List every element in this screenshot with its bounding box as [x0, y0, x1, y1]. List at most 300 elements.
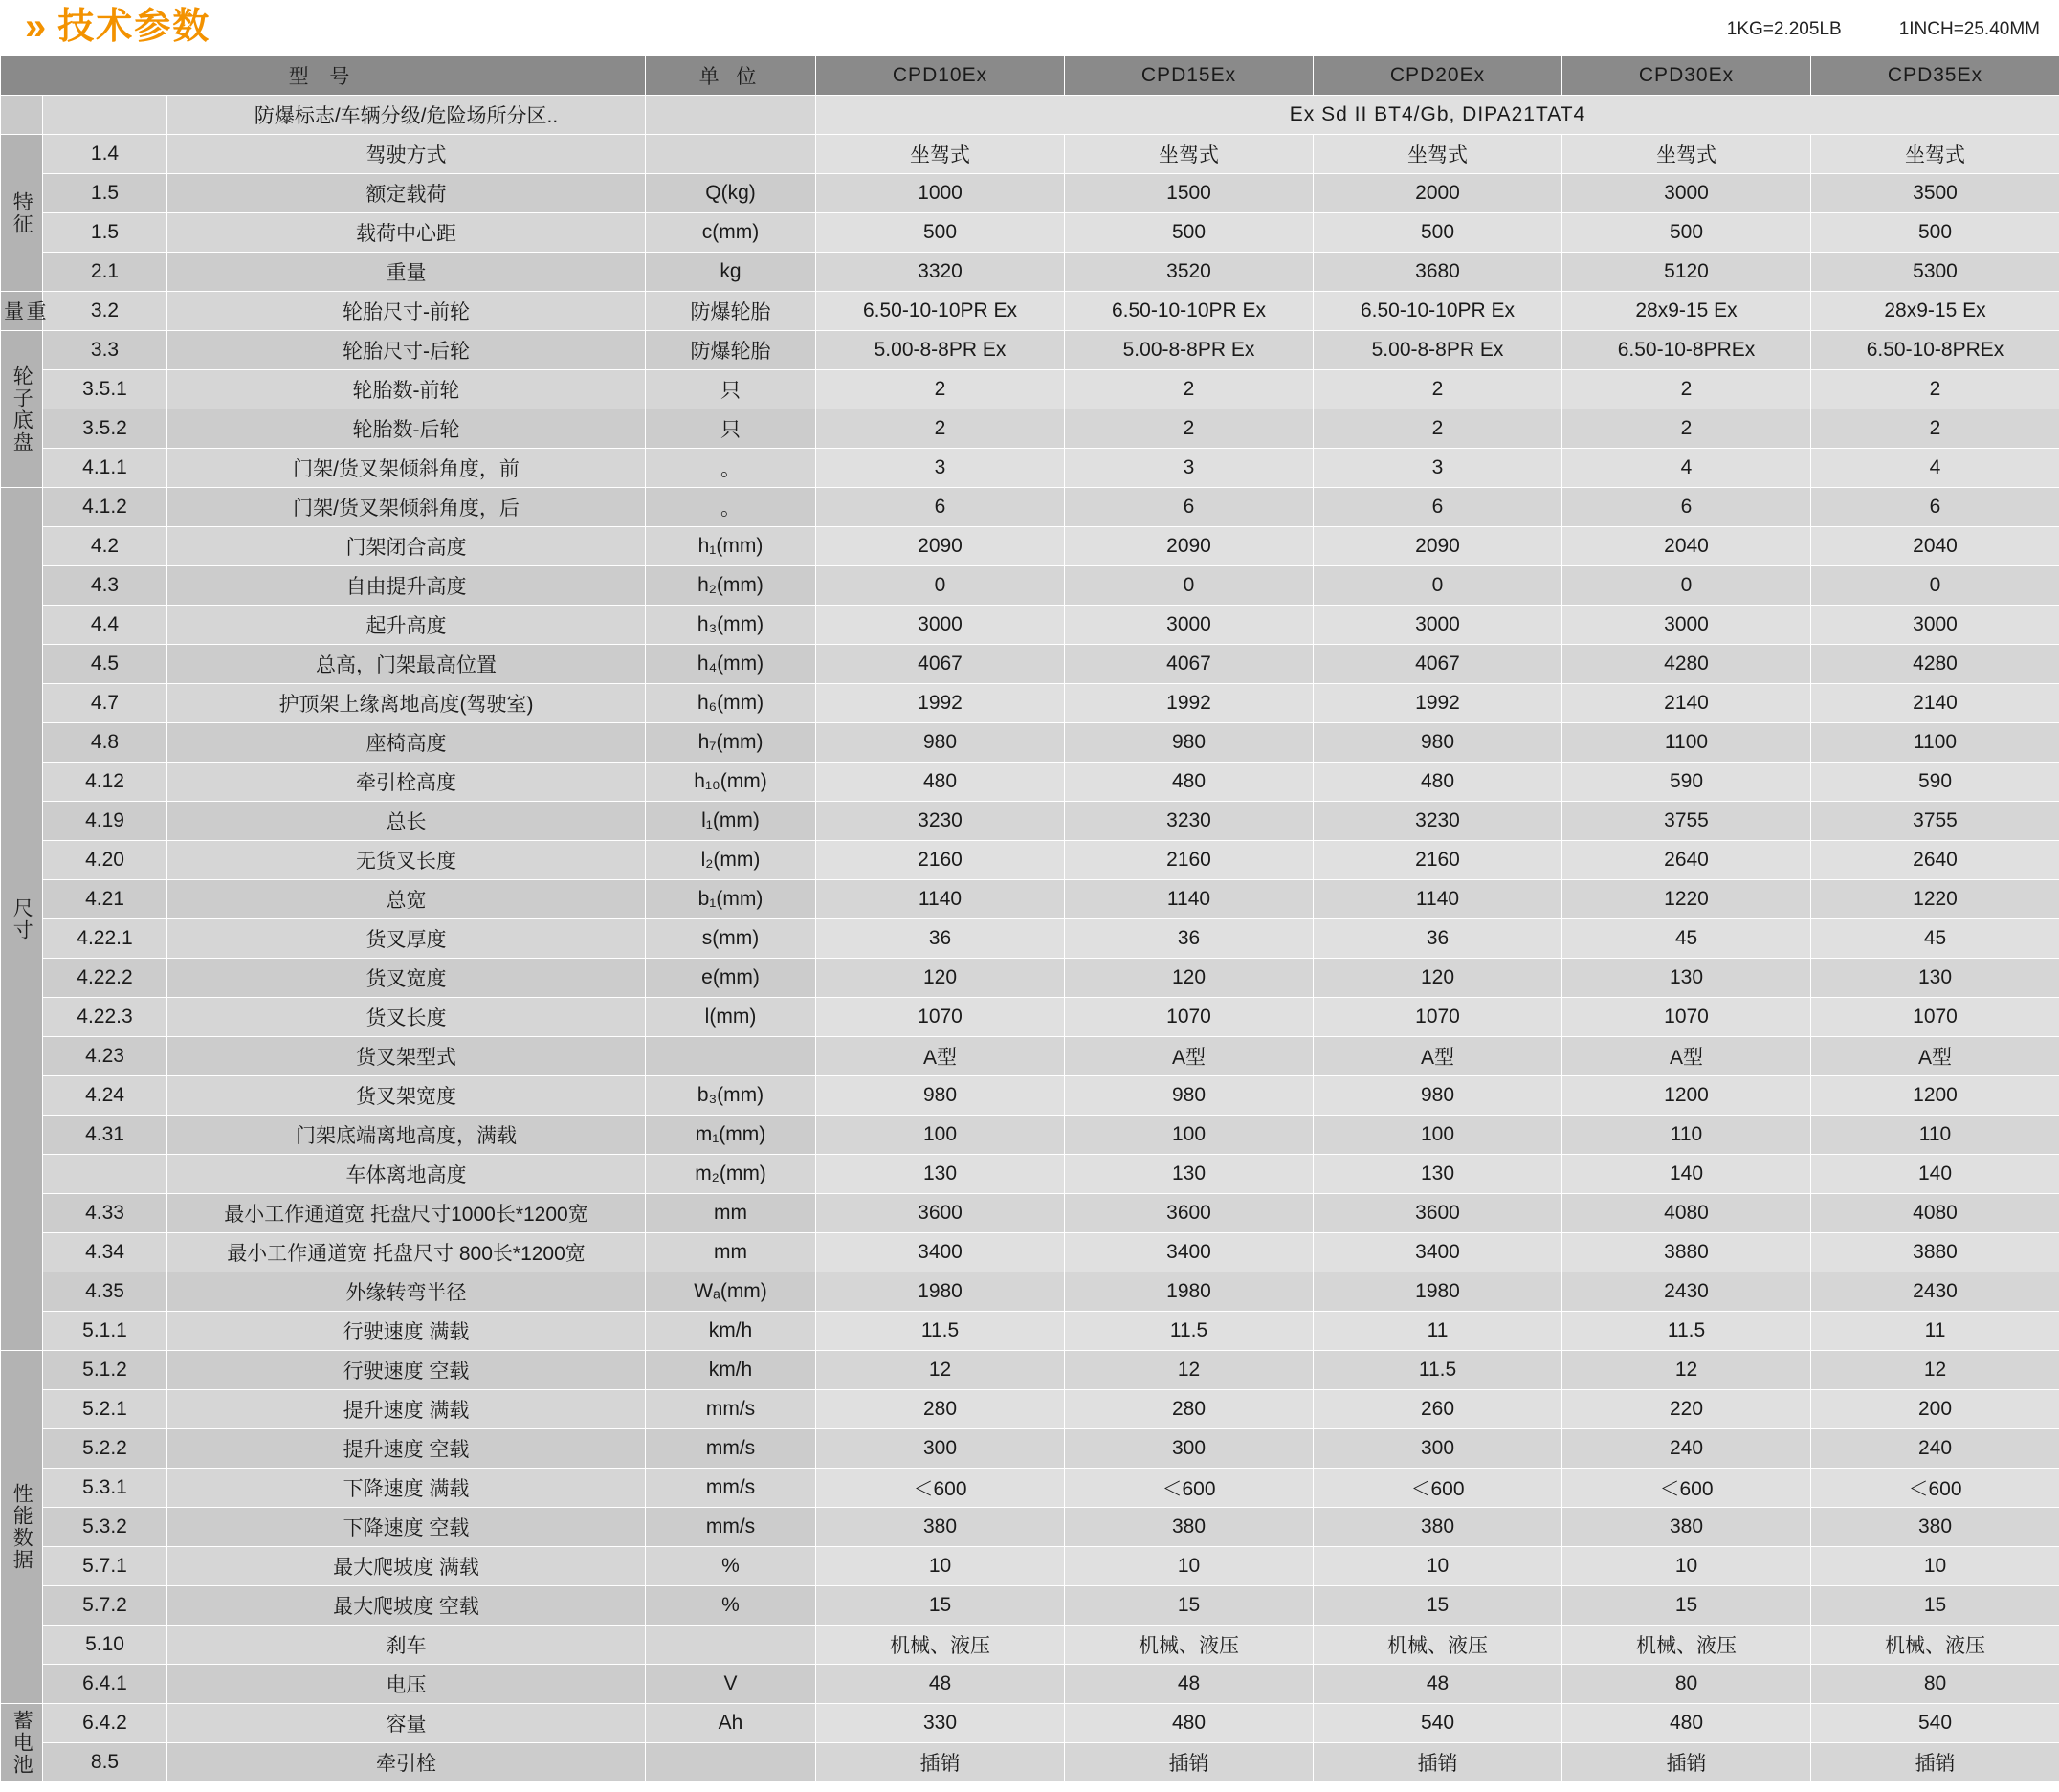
- row-value-3: 3600: [1314, 1194, 1562, 1233]
- row-unit: h₂(mm): [646, 566, 816, 606]
- row-value-2: 1070: [1065, 998, 1314, 1037]
- row-value-5: 12: [1811, 1351, 2059, 1390]
- row-value-4: 240: [1562, 1429, 1811, 1469]
- row-value-2: 3600: [1065, 1194, 1314, 1233]
- row-unit: m₂(mm): [646, 1155, 816, 1194]
- row-value-4: 140: [1562, 1155, 1811, 1194]
- row-value-3: 15: [1314, 1586, 1562, 1626]
- row-value-4: 11.5: [1562, 1312, 1811, 1351]
- row-unit: mm/s: [646, 1429, 816, 1469]
- row-value-4: 1200: [1562, 1076, 1811, 1116]
- row-value-5: 6: [1811, 488, 2059, 527]
- row-number: 4.22.2: [43, 959, 167, 998]
- row-name: 座椅高度: [167, 723, 646, 763]
- row-value-5: 3500: [1811, 174, 2059, 213]
- table-row: [1, 1626, 2059, 1665]
- row-name: 重量: [167, 253, 646, 292]
- row-name: 提升速度 空载: [167, 1429, 646, 1469]
- row-value-2: 130: [1065, 1155, 1314, 1194]
- row-value-2: 0: [1065, 566, 1314, 606]
- row-value-4: 5120: [1562, 253, 1811, 292]
- row-value-1: 120: [816, 959, 1065, 998]
- table-row: [1, 645, 2059, 684]
- row-value-3: 260: [1314, 1390, 1562, 1429]
- row-value-5: 2: [1811, 409, 2059, 449]
- row-value-4: 6.50-10-8PREx: [1562, 331, 1811, 370]
- row-unit: [646, 1037, 816, 1076]
- row-unit: h₇(mm): [646, 723, 816, 763]
- row-number: 4.8: [43, 723, 167, 763]
- row-value-1: 300: [816, 1429, 1065, 1469]
- row-value-2: 120: [1065, 959, 1314, 998]
- row-name: 轮胎尺寸-后轮: [167, 331, 646, 370]
- row-value-5: 0: [1811, 566, 2059, 606]
- row-name: 提升速度 满载: [167, 1390, 646, 1429]
- row-number: 4.31: [43, 1116, 167, 1155]
- row-value-1: ＜600: [816, 1469, 1065, 1508]
- row-value-4: 1100: [1562, 723, 1811, 763]
- row-value-4: 2640: [1562, 841, 1811, 880]
- row-unit: b₃(mm): [646, 1076, 816, 1116]
- row-name: 最小工作通道宽 托盘尺寸1000长*1200宽: [167, 1194, 646, 1233]
- table-row: [1, 1037, 2059, 1076]
- table-row: [1, 1665, 2059, 1704]
- row-value-2: 3000: [1065, 606, 1314, 645]
- row-value-4: 机械、液压: [1562, 1626, 1811, 1665]
- row-value-2: 12: [1065, 1351, 1314, 1390]
- row-unit: Ah: [646, 1704, 816, 1743]
- row-group-label-text: 特征: [11, 190, 33, 235]
- row-value-5: 1100: [1811, 723, 2059, 763]
- row-name: 护顶架上缘离地高度(驾驶室): [167, 684, 646, 723]
- row-value-4: 坐驾式: [1562, 135, 1811, 174]
- row-value-3: 300: [1314, 1429, 1562, 1469]
- row-value-4: 2040: [1562, 527, 1811, 566]
- row-value-2: 6: [1065, 488, 1314, 527]
- table-row: [1, 135, 2059, 174]
- document-header: [0, 0, 2059, 55]
- table-row: [1, 998, 2059, 1037]
- row-value-2: 300: [1065, 1429, 1314, 1469]
- row-name: 额定载荷: [167, 174, 646, 213]
- row-value-4: 4: [1562, 449, 1811, 488]
- table-row: [1, 1390, 2059, 1429]
- table-row: [1, 1233, 2059, 1272]
- row-value-3: 4067: [1314, 645, 1562, 684]
- row-group-label: [1, 1704, 43, 1782]
- row-unit: mm/s: [646, 1469, 816, 1508]
- row-value-5: 坐驾式: [1811, 135, 2059, 174]
- row-number: 5.3.2: [43, 1508, 167, 1547]
- row-value-5: 4280: [1811, 645, 2059, 684]
- row-value-1: 2160: [816, 841, 1065, 880]
- row-value-4: 500: [1562, 213, 1811, 253]
- row-value-4: 130: [1562, 959, 1811, 998]
- row-unit: V: [646, 1665, 816, 1704]
- table-row: [1, 292, 2059, 331]
- table-row: [1, 1155, 2059, 1194]
- row-value-2: 5.00-8-8PR Ex: [1065, 331, 1314, 370]
- row-value-3: 2: [1314, 370, 1562, 409]
- row-value-2: 980: [1065, 723, 1314, 763]
- row-value-2: 48: [1065, 1665, 1314, 1704]
- row-number: 3.3: [43, 331, 167, 370]
- row-number: 5.2.1: [43, 1390, 167, 1429]
- row-value-3: 48: [1314, 1665, 1562, 1704]
- row-name: 下降速度 空载: [167, 1508, 646, 1547]
- row-value-2: 36: [1065, 919, 1314, 959]
- row-value-3: 11.5: [1314, 1351, 1562, 1390]
- row-value-1: 500: [816, 213, 1065, 253]
- row-value-2: 3: [1065, 449, 1314, 488]
- row-value-3: 0: [1314, 566, 1562, 606]
- column-header-unit: 单 位: [646, 56, 816, 96]
- row-value-2: 1992: [1065, 684, 1314, 723]
- row-unit: b₁(mm): [646, 880, 816, 919]
- row-value-5: 540: [1811, 1704, 2059, 1743]
- row-unit: h₄(mm): [646, 645, 816, 684]
- row-unit: 防爆轮胎: [646, 292, 816, 331]
- row-value-3: 坐驾式: [1314, 135, 1562, 174]
- row-value-4: 15: [1562, 1586, 1811, 1626]
- row-group-label: [1, 1351, 43, 1704]
- row-value-2: 2: [1065, 370, 1314, 409]
- row-value-1: 2: [816, 370, 1065, 409]
- row-name: 门架闭合高度: [167, 527, 646, 566]
- row-unit: l(mm): [646, 998, 816, 1037]
- table-row: [1, 1116, 2059, 1155]
- unit-note-inch: 1INCH=25.40MM: [1898, 19, 2040, 39]
- row-number: 4.23: [43, 1037, 167, 1076]
- table-row: [1, 763, 2059, 802]
- row-unit: h₁(mm): [646, 527, 816, 566]
- row-value-5: 4080: [1811, 1194, 2059, 1233]
- row-value-1: 3230: [816, 802, 1065, 841]
- row-value-5: 3755: [1811, 802, 2059, 841]
- row-group-label: [1, 135, 43, 292]
- table-row: [1, 1351, 2059, 1390]
- row-value-4: 110: [1562, 1116, 1811, 1155]
- row-name: 载荷中心距: [167, 213, 646, 253]
- row-name: 轮胎尺寸-前轮: [167, 292, 646, 331]
- row-value-5: 590: [1811, 763, 2059, 802]
- row-value-2: 1980: [1065, 1272, 1314, 1312]
- row-value-5: 500: [1811, 213, 2059, 253]
- row-value-1: 330: [816, 1704, 1065, 1743]
- table-row: [1, 449, 2059, 488]
- row-value-2: 980: [1065, 1076, 1314, 1116]
- row-group-label: [1, 488, 43, 1351]
- row-value-5: 2040: [1811, 527, 2059, 566]
- row-number: 5.1.1: [43, 1312, 167, 1351]
- row-number: 3.5.2: [43, 409, 167, 449]
- row-value-2: 3520: [1065, 253, 1314, 292]
- row-value-1: 0: [816, 566, 1065, 606]
- row-value-5: 2140: [1811, 684, 2059, 723]
- row-value-2: 11.5: [1065, 1312, 1314, 1351]
- row-value-2: 2090: [1065, 527, 1314, 566]
- row-value-4: 10: [1562, 1547, 1811, 1586]
- row-value-3: 2090: [1314, 527, 1562, 566]
- row-value-4: 6: [1562, 488, 1811, 527]
- row-value-5: 1070: [1811, 998, 2059, 1037]
- row-unit: mm: [646, 1194, 816, 1233]
- row-group-label: [1, 331, 43, 488]
- chevron-right-icon: »: [25, 6, 41, 48]
- row-number: 3.2: [43, 292, 167, 331]
- row-number: 4.20: [43, 841, 167, 880]
- row-value-4: 1220: [1562, 880, 1811, 919]
- table-row: [1, 841, 2059, 880]
- row-unit: 防爆轮胎: [646, 331, 816, 370]
- row-value-4: 0: [1562, 566, 1811, 606]
- row-unit: 。: [646, 449, 816, 488]
- table-row: [1, 1272, 2059, 1312]
- row-value-2: 机械、液压: [1065, 1626, 1314, 1665]
- row-value-5: 2640: [1811, 841, 2059, 880]
- row-name: 货叉长度: [167, 998, 646, 1037]
- row-unit: mm/s: [646, 1390, 816, 1429]
- row-value-5: 200: [1811, 1390, 2059, 1429]
- column-header-cpd20ex: CPD20Ex: [1314, 56, 1562, 96]
- row-number: 1.5: [43, 174, 167, 213]
- table-row: [1, 606, 2059, 645]
- row-name: 行驶速度 满载: [167, 1312, 646, 1351]
- row-value-2: 3230: [1065, 802, 1314, 841]
- row-value-4: 80: [1562, 1665, 1811, 1704]
- row-value-4: 28x9-15 Ex: [1562, 292, 1811, 331]
- row-value-5: 380: [1811, 1508, 2059, 1547]
- row-unit: %: [646, 1547, 816, 1586]
- row-value-1: 280: [816, 1390, 1065, 1429]
- table-row: [1, 253, 2059, 292]
- row-value-1: 480: [816, 763, 1065, 802]
- row-value-1: 1992: [816, 684, 1065, 723]
- row-value-2: 480: [1065, 763, 1314, 802]
- row-number: 4.1.1: [43, 449, 167, 488]
- row-value-4: 480: [1562, 1704, 1811, 1743]
- row-unit: h₃(mm): [646, 606, 816, 645]
- row-number: 4.22.3: [43, 998, 167, 1037]
- row-name: 容量: [167, 1704, 646, 1743]
- row-number: 4.22.1: [43, 919, 167, 959]
- row-value-3: 100: [1314, 1116, 1562, 1155]
- row-value-5: 机械、液压: [1811, 1626, 2059, 1665]
- row-value-2: 2160: [1065, 841, 1314, 880]
- row-value-5: 45: [1811, 919, 2059, 959]
- row-value-4: 2140: [1562, 684, 1811, 723]
- row-number: 4.3: [43, 566, 167, 606]
- table-row: [1, 1547, 2059, 1586]
- row-value-3: 980: [1314, 723, 1562, 763]
- row-name: 货叉架宽度: [167, 1076, 646, 1116]
- row-value-4: 插销: [1562, 1743, 1811, 1782]
- row-unit: mm/s: [646, 1508, 816, 1547]
- row-name: 牵引栓: [167, 1743, 646, 1782]
- row-value-1: 3000: [816, 606, 1065, 645]
- row-value-5: 插销: [1811, 1743, 2059, 1782]
- row-unit: km/h: [646, 1312, 816, 1351]
- row-value-1: 3320: [816, 253, 1065, 292]
- row-value-5: 4: [1811, 449, 2059, 488]
- row-value-5: 10: [1811, 1547, 2059, 1586]
- row-value-1: 插销: [816, 1743, 1065, 1782]
- row-value-5: 3000: [1811, 606, 2059, 645]
- row-unit: Q(kg): [646, 174, 816, 213]
- row-group-label-text: 轮子底盘: [11, 365, 33, 454]
- row-value-4: 590: [1562, 763, 1811, 802]
- row-value-5: 1200: [1811, 1076, 2059, 1116]
- table-row: [1, 370, 2059, 409]
- table-row: [1, 1469, 2059, 1508]
- row-number: 6.4.1: [43, 1665, 167, 1704]
- row-group-label: [1, 96, 43, 135]
- row-value-2: 1500: [1065, 174, 1314, 213]
- row-number: 2.1: [43, 253, 167, 292]
- row-unit: km/h: [646, 1351, 816, 1390]
- table-row: [1, 1704, 2059, 1743]
- table-body: [1, 96, 2059, 1782]
- row-name: 门架底端离地高度，满载: [167, 1116, 646, 1155]
- row-name: 车体离地高度: [167, 1155, 646, 1194]
- row-name: 最小工作通道宽 托盘尺寸 800长*1200宽: [167, 1233, 646, 1272]
- row-value-3: 3400: [1314, 1233, 1562, 1272]
- row-value-3: 10: [1314, 1547, 1562, 1586]
- row-value-4: 4080: [1562, 1194, 1811, 1233]
- row-unit: h₆(mm): [646, 684, 816, 723]
- column-header-cpd15ex: CPD15Ex: [1065, 56, 1314, 96]
- row-value-1: 坐驾式: [816, 135, 1065, 174]
- row-number: 4.34: [43, 1233, 167, 1272]
- table-row: [1, 1743, 2059, 1782]
- row-value-1: 3: [816, 449, 1065, 488]
- row-unit: [646, 1743, 816, 1782]
- row-value-4: 1070: [1562, 998, 1811, 1037]
- row-value-3: 3000: [1314, 606, 1562, 645]
- row-unit: Wₐ(mm): [646, 1272, 816, 1312]
- row-number: 4.33: [43, 1194, 167, 1233]
- row-value-3: 380: [1314, 1508, 1562, 1547]
- row-name: 外缘转弯半径: [167, 1272, 646, 1312]
- row-name: 自由提升高度: [167, 566, 646, 606]
- row-number: 1.5: [43, 213, 167, 253]
- row-value-2: 坐驾式: [1065, 135, 1314, 174]
- row-name: 总长: [167, 802, 646, 841]
- row-value-2: 插销: [1065, 1743, 1314, 1782]
- row-number: 8.5: [43, 1743, 167, 1782]
- row-value-1: 10: [816, 1547, 1065, 1586]
- row-value-2: A型: [1065, 1037, 1314, 1076]
- row-value-3: 130: [1314, 1155, 1562, 1194]
- row-unit: m₁(mm): [646, 1116, 816, 1155]
- row-value-1: 6.50-10-10PR Ex: [816, 292, 1065, 331]
- table-row: [1, 723, 2059, 763]
- table-row: [1, 1194, 2059, 1233]
- row-value-3: 1980: [1314, 1272, 1562, 1312]
- table-row: [1, 331, 2059, 370]
- row-unit: e(mm): [646, 959, 816, 998]
- row-value-1: 15: [816, 1586, 1065, 1626]
- table-row: [1, 802, 2059, 841]
- specification-table: [0, 55, 2059, 1782]
- row-value-1: 100: [816, 1116, 1065, 1155]
- row-number: 4.21: [43, 880, 167, 919]
- table-row: [1, 1429, 2059, 1469]
- row-value-2: 15: [1065, 1586, 1314, 1626]
- row-number: 4.4: [43, 606, 167, 645]
- row-number: 4.19: [43, 802, 167, 841]
- row-number: [43, 96, 167, 135]
- row-name: 行驶速度 空载: [167, 1351, 646, 1390]
- row-unit: [646, 1626, 816, 1665]
- row-value-2: 280: [1065, 1390, 1314, 1429]
- row-value-3: 500: [1314, 213, 1562, 253]
- row-value-4: 380: [1562, 1508, 1811, 1547]
- row-value-4: 2: [1562, 409, 1811, 449]
- table-row: [1, 1508, 2059, 1547]
- row-name: 货叉厚度: [167, 919, 646, 959]
- row-value-3: 3680: [1314, 253, 1562, 292]
- row-value-1: 980: [816, 1076, 1065, 1116]
- row-value-1: 1070: [816, 998, 1065, 1037]
- row-value-5: 6.50-10-8PREx: [1811, 331, 2059, 370]
- row-number: 4.35: [43, 1272, 167, 1312]
- row-group-label-text: 尺寸: [11, 896, 33, 941]
- row-value-4: 45: [1562, 919, 1811, 959]
- row-value-3: 1140: [1314, 880, 1562, 919]
- row-value-3: 2000: [1314, 174, 1562, 213]
- row-value-5: A型: [1811, 1037, 2059, 1076]
- row-value-3: 3: [1314, 449, 1562, 488]
- row-name: 最大爬坡度 满载: [167, 1547, 646, 1586]
- table-row-hazard-marking: [1, 96, 2059, 135]
- row-value-2: 6.50-10-10PR Ex: [1065, 292, 1314, 331]
- table-row: [1, 174, 2059, 213]
- row-value-1: 1000: [816, 174, 1065, 213]
- row-value-1: 48: [816, 1665, 1065, 1704]
- row-value-4: 3000: [1562, 606, 1811, 645]
- table-row: [1, 919, 2059, 959]
- row-value-1: 2090: [816, 527, 1065, 566]
- row-value-4: A型: [1562, 1037, 1811, 1076]
- row-value-3: 6: [1314, 488, 1562, 527]
- row-value-5: 2430: [1811, 1272, 2059, 1312]
- row-value-3: 980: [1314, 1076, 1562, 1116]
- table-row: [1, 488, 2059, 527]
- row-value-5: 130: [1811, 959, 2059, 998]
- row-value-4: 2: [1562, 370, 1811, 409]
- row-value-5: 110: [1811, 1116, 2059, 1155]
- table-row: [1, 959, 2059, 998]
- row-value-2: ＜600: [1065, 1469, 1314, 1508]
- row-unit: l₂(mm): [646, 841, 816, 880]
- row-number: 4.5: [43, 645, 167, 684]
- row-name: 起升高度: [167, 606, 646, 645]
- row-value-2: 2: [1065, 409, 1314, 449]
- row-number: 3.5.1: [43, 370, 167, 409]
- row-name: 驾驶方式: [167, 135, 646, 174]
- row-name: 牵引栓高度: [167, 763, 646, 802]
- row-number: 4.2: [43, 527, 167, 566]
- row-value-3: 插销: [1314, 1743, 1562, 1782]
- row-value-5: 5300: [1811, 253, 2059, 292]
- row-name: 下降速度 满载: [167, 1469, 646, 1508]
- row-name: 刹车: [167, 1626, 646, 1665]
- table-row: [1, 1076, 2059, 1116]
- row-unit: kg: [646, 253, 816, 292]
- row-value-3: 540: [1314, 1704, 1562, 1743]
- row-value-1: 5.00-8-8PR Ex: [816, 331, 1065, 370]
